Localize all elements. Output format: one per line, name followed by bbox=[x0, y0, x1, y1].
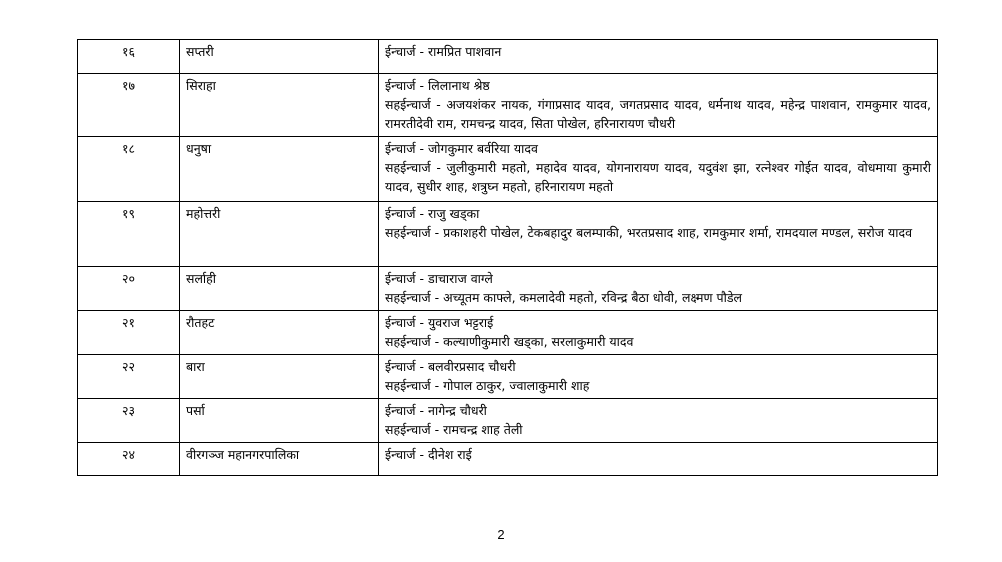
incharge-line: ईन्चार्ज - लिलानाथ श्रेष्ठ bbox=[385, 78, 490, 93]
incharge-line: ईन्चार्ज - राजु खड्का bbox=[385, 206, 480, 221]
incharge-line: ईन्चार्ज - रामप्रित पाशवान bbox=[385, 44, 502, 59]
table-row bbox=[78, 443, 938, 476]
deputy-incharge-line: सहईन्चार्ज - रामचन्द्र शाह तेली bbox=[385, 422, 523, 437]
deputy-incharge-line: सहईन्चार्ज - जुलीकुमारी महतो, महादेव यादव, योगनारायण यादव, यदुवंश झा, रत्नेश्वर गोईत यादव, वोधमाया कुमारी यादव, सुधीर शाह, शत्रुघ्न महतो, हरिनारायण महतो bbox=[385, 160, 931, 194]
row-number: २२ bbox=[78, 355, 180, 399]
row-number: १८ bbox=[78, 137, 180, 202]
table-row bbox=[78, 40, 938, 74]
row-number: १६ bbox=[78, 40, 180, 74]
district-name: वीरगञ्ज महानगरपालिका bbox=[180, 443, 379, 476]
district-name: धनुषा bbox=[180, 137, 379, 202]
incharge-line: ईन्चार्ज - डाचाराज वाग्ले bbox=[385, 271, 493, 286]
row-number: २१ bbox=[78, 311, 180, 355]
district-name: बारा bbox=[180, 355, 379, 399]
people-cell bbox=[379, 202, 938, 267]
people-cell bbox=[379, 267, 938, 311]
table-row bbox=[78, 311, 938, 355]
incharge-line: ईन्चार्ज - युवराज भट्टराई bbox=[385, 315, 494, 330]
people-cell bbox=[379, 443, 938, 476]
deputy-incharge-line: सहईन्चार्ज - कल्याणीकुमारी खड्का, सरलाकुमारी यादव bbox=[385, 334, 634, 349]
incharge-line: ईन्चार्ज - दीनेश राई bbox=[385, 447, 472, 462]
deputy-incharge-line: सहईन्चार्ज - अच्यूतम काफ्ले, कमलादेवी महतो, रविन्द्र बैठा धोवी, लक्ष्मण पौडेल bbox=[385, 290, 743, 305]
district-name: महोत्तरी bbox=[180, 202, 379, 267]
incharge-line: ईन्चार्ज - बलवीरप्रसाद चौधरी bbox=[385, 359, 516, 374]
row-number: २४ bbox=[78, 443, 180, 476]
row-number: १७ bbox=[78, 74, 180, 137]
district-incharge-table bbox=[77, 39, 938, 476]
people-cell bbox=[379, 355, 938, 399]
deputy-incharge-line: सहईन्चार्ज - प्रकाशहरी पोखेल, टेकबहादुर बलम्पाकी, भरतप्रसाद शाह, रामकुमार शर्मा, रामदयाल मण्डल, सरोज यादव bbox=[385, 225, 913, 240]
deputy-incharge-line: सहईन्चार्ज - गोपाल ठाकुर, ज्वालाकुमारी शाह bbox=[385, 378, 590, 393]
row-number: २३ bbox=[78, 399, 180, 443]
people-cell bbox=[379, 399, 938, 443]
deputy-incharge-line: सहईन्चार्ज - अजयशंकर नायक, गंगाप्रसाद यादव, जगतप्रसाद यादव, धर्मनाथ यादव, महेन्द्र पाशवान, रामकुमार यादव, रामरतीदेवी राम, रामचन्द्र यादव, सिता पोखेल, हरिनारायण चौधरी bbox=[385, 97, 931, 131]
district-name: सप्तरी bbox=[180, 40, 379, 74]
incharge-line: ईन्चार्ज - जोगकुमार बर्वरिया यादव bbox=[385, 141, 538, 156]
district-name: पर्सा bbox=[180, 399, 379, 443]
people-cell bbox=[379, 137, 938, 202]
people-cell bbox=[379, 311, 938, 355]
page-number: 2 bbox=[497, 527, 505, 542]
row-number: १९ bbox=[78, 202, 180, 267]
table-row bbox=[78, 399, 938, 443]
district-name: सिराहा bbox=[180, 74, 379, 137]
row-number: २० bbox=[78, 267, 180, 311]
people-cell bbox=[379, 74, 938, 137]
table-row bbox=[78, 355, 938, 399]
district-name: सर्लाही bbox=[180, 267, 379, 311]
table-row bbox=[78, 74, 938, 137]
district-name: रौतहट bbox=[180, 311, 379, 355]
table-row bbox=[78, 202, 938, 267]
table-row bbox=[78, 137, 938, 202]
table-row bbox=[78, 267, 938, 311]
people-cell bbox=[379, 40, 938, 74]
incharge-line: ईन्चार्ज - नागेन्द्र चौधरी bbox=[385, 403, 487, 418]
